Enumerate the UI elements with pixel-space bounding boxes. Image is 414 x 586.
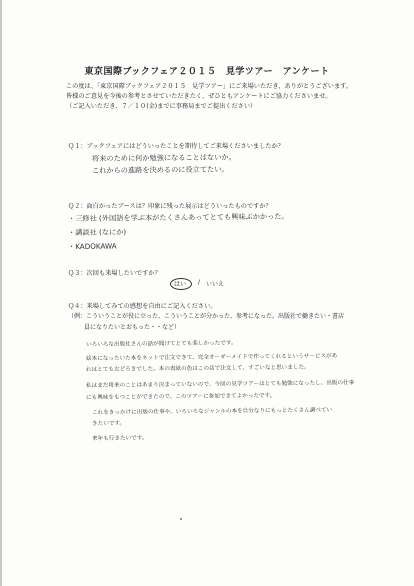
- page-title: 東京国際ブックフェア２０１５ 見学ツアー アンケート: [84, 67, 330, 77]
- q4-example-line-2: 員になりたいとおもった・・など）: [84, 324, 181, 331]
- q4-answer-4: 私はまだ将来のことはあまり決まっていないので、今回の見学ツアーはとても勉強になったし、出版の仕事: [85, 380, 355, 389]
- q2-answer-2: ・講談社 (なにか): [67, 227, 127, 237]
- q4-answer-6: これをきっかけに出版の仕事や、いろいろなジャンルの本を自分なりにもっとたくさん調べてい: [91, 407, 333, 416]
- q3-yes-option[interactable]: はい: [174, 281, 187, 288]
- scan-edge: [0, 0, 2, 586]
- q4-answer-1: いろいろな出版社さんの話が聞けてとても楽しかったです。: [85, 340, 237, 348]
- q2-label: Ｑ２：面白かったブースは？印象に残った展示はどういったものですか？: [68, 203, 272, 210]
- q4-answer-3: れはとてもおどろきでした。本の表紙の色はこの店で注文して、すごいなと思いました。: [85, 364, 310, 373]
- q3-label: Ｑ３：次回も来場したいですか？: [68, 270, 161, 277]
- q4-answer-7: きたいです。: [91, 420, 126, 427]
- q3-no-option[interactable]: いいえ: [206, 281, 225, 288]
- intro-line-2: 皆様のご意見を今後の参考とさせていただきたく、ぜひともアンケートにご協力くださいませ。: [66, 93, 332, 100]
- scan-speck: [180, 518, 182, 520]
- q4-answer-8: 来年も行きたいです。: [91, 435, 148, 442]
- q2-answer-1: ・三修社 (外国語を学ぶ本がたくさんあってとても興味ぶかかった。: [67, 211, 289, 223]
- q2-answer-3: ・KADOKAWA: [67, 241, 117, 251]
- q4-label: Ｑ４：来場してみての感想を自由にご記入ください。: [68, 303, 217, 310]
- q1-answer-2: これからの進路を決めるのに役立てたい。: [91, 164, 229, 175]
- q1-label: Ｑ１：ブックフェアにはどういったことを期待してご来場くださいましたか？: [68, 143, 284, 150]
- intro-text: [66, 82, 396, 112]
- q3-separator: /: [198, 279, 201, 286]
- q4-answer-5: にも興味をもつことができたので、このツアーに参加できてよかったです。: [85, 393, 276, 401]
- q1-answer-1: 将来のために何か勉強になることはないか。: [91, 152, 236, 163]
- intro-line-1: この度は、「東京国際ブックフェア２０１５ 見学ツアー」にご来場いただき、ありがとうございます。: [66, 83, 353, 90]
- q4-example-line-1: （例：こういうことが役に立った、こういうことが分かった、参考になった。出版社で働きたい・書店: [68, 313, 345, 320]
- intro-line-3: （ご記入いただき、７／１０(金)までに事務局までご提出ください）: [66, 103, 257, 110]
- q4-answer-2: 絵本になったいた本をネットで注文できて、完全オーダーメイドで作ってくれるというサービスがあ: [85, 353, 338, 362]
